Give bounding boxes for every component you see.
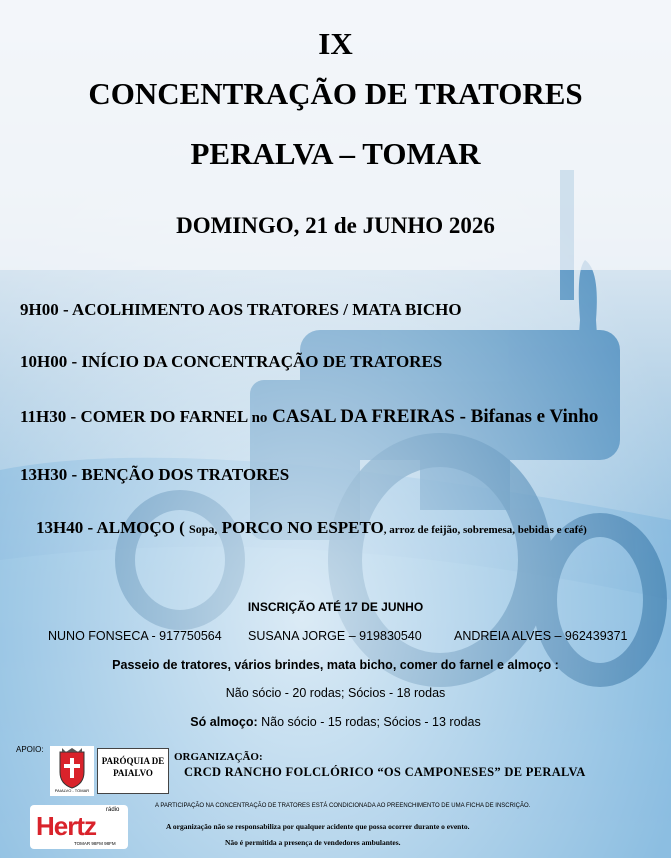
parish-seal-logo — [50, 746, 94, 796]
support-label: APOIO: — [16, 745, 44, 754]
schedule-item — [20, 406, 598, 428]
schedule-time: 10H00 — [20, 352, 68, 371]
radio-small-label: rádio — [106, 807, 120, 813]
schedule-time: 13H30 — [20, 465, 68, 484]
parish-name: PARÓQUIA DE PAIALVO — [101, 756, 165, 778]
edition-number: IX — [318, 26, 353, 61]
prices-lunch-values: Não sócio - 15 rodas; Sócios - 13 rodas — [257, 715, 481, 729]
schedule-highlight: PORCO NO ESPETO — [217, 518, 384, 537]
event-title: CONCENTRAÇÃO DE TRATORES — [88, 76, 583, 111]
contact: NUNO FONSECA - 917750564 — [48, 629, 222, 643]
schedule-text: Sopa, — [189, 522, 218, 536]
schedule-item — [20, 300, 462, 320]
registration-includes: Passeio de tratores, vários brindes, mata bicho, comer do farnel e almoço : — [112, 658, 559, 672]
vendors-note: Não é permitida a presença de vendedores ambulantes. — [225, 838, 401, 847]
seal-text: PAIALVO - TOMAR — [54, 788, 90, 793]
schedule-item — [20, 352, 442, 372]
schedule-text: - COMER DO FARNEL — [66, 407, 252, 426]
schedule-item — [20, 465, 289, 485]
prices-lunch — [0, 715, 671, 729]
registration-note: A PARTICIPAÇÃO NA CONCENTRAÇÃO DE TRATORES ESTÁ CONDICIONADA AO PREENCHIMENTO DE UMA FICHA DE INSCRIÇÃO. — [155, 803, 531, 809]
organization-name: CRCD RANCHO FOLCLÓRICO “OS CAMPONESES” DE PERALVA — [184, 765, 586, 779]
radio-hertz-logo — [30, 805, 128, 849]
liability-note: A organização não se responsabiliza por qualquer acidente que possa ocorrer durante o evento. — [166, 822, 470, 831]
event-place: PERALVA – TOMAR — [190, 136, 481, 171]
schedule-location: CASAL DA FREIRAS — [267, 406, 455, 427]
schedule-item — [36, 518, 587, 538]
schedule-text: - INÍCIO DA CONCENTRAÇÃO DE TRATORES — [67, 352, 443, 371]
schedule-text: - Bifanas e Vinho — [454, 406, 599, 427]
schedule-time: 9H00 — [20, 300, 59, 319]
schedule-time: 13H40 — [36, 518, 84, 537]
radio-name: Hertz — [36, 811, 97, 841]
contact: ANDREIA ALVES – 962439371 — [454, 629, 628, 643]
schedule-text: no — [251, 410, 268, 426]
schedule-time: 11H30 — [20, 407, 67, 426]
schedule-text: - ACOLHIMENTO AOS TRATORES / MATA BICHO — [58, 300, 462, 319]
prices-lunch-label: Só almoço: — [190, 715, 258, 729]
parish-box — [97, 748, 169, 794]
radio-subtitle: TOMAR 98FM 98FM — [74, 841, 116, 846]
registration-title: INSCRIÇÃO ATÉ 17 DE JUNHO — [247, 600, 424, 614]
contact: SUSANA JORGE – 919830540 — [248, 629, 422, 643]
event-date: DOMINGO, 21 de JUNHO 2026 — [176, 213, 495, 238]
schedule-text: - ALMOÇO ( — [83, 518, 190, 537]
organization-label: ORGANIZAÇÃO: — [174, 751, 263, 763]
schedule-text: - BENÇÃO DOS TRATORES — [67, 465, 290, 484]
prices-full: Não sócio - 20 rodas; Sócios - 18 rodas — [225, 686, 446, 700]
schedule-text: , arroz de feijão, sobremesa, bebidas e café) — [383, 524, 587, 536]
